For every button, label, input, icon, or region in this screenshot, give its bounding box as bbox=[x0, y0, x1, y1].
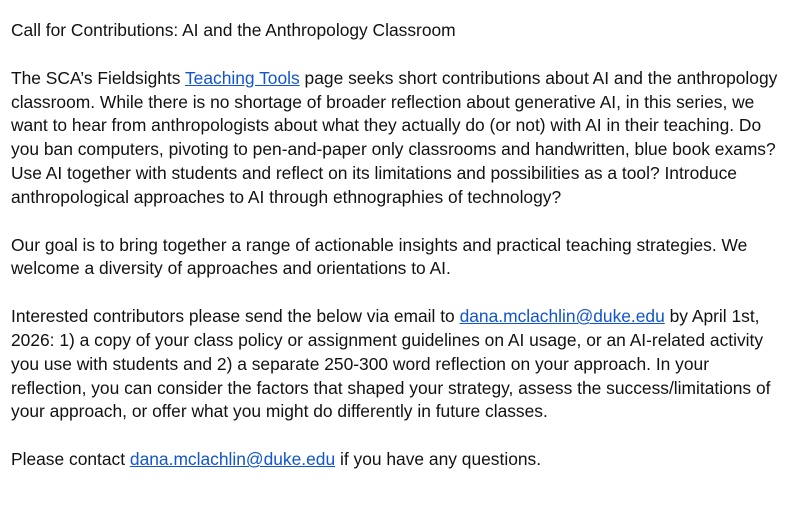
contact-text-before-link: Please contact bbox=[11, 449, 130, 470]
contact-text-after-link: if you have any questions. bbox=[335, 449, 542, 470]
submission-email-link[interactable]: dana.mclachlin@duke.edu bbox=[459, 306, 665, 327]
goal-paragraph: Our goal is to bring together a range of actionable insights and practical teaching strategies. We welcome a diversity of approaches and orientations to AI. bbox=[11, 234, 748, 279]
intro-paragraph bbox=[11, 67, 786, 210]
teaching-tools-link[interactable]: Teaching Tools bbox=[184, 67, 300, 88]
intro-text-before-link: The SCA’s Fieldsights bbox=[11, 67, 185, 88]
contact-paragraph bbox=[11, 448, 786, 472]
document-body bbox=[11, 19, 786, 472]
contact-email-link[interactable]: dana.mclachlin@duke.edu bbox=[129, 449, 336, 470]
submission-paragraph bbox=[11, 305, 786, 424]
document-title: Call for Contributions: AI and the Anthropology Classroom bbox=[11, 20, 456, 40]
submission-text-after-link: by April 1st, 2026: 1) a copy of your class policy or assignment guidelines on AI usage, or an AI-related activity you use with students and 2) a separate 250-300 word reflection on your approach. In your reflection, you can consider the factors that shaped your strategy, assess the success/limitations of your approach, or offer what you might do differently in future classes. bbox=[11, 306, 771, 422]
intro-text-after-link: page seeks short contributions about AI and the anthropology classroom. While there is no shortage of broader reflection about generative AI, in this series, we want to hear from anthropologists about what they actually do (or not) with AI in their teaching. Do you ban computers, pivoting to pen-and-paper only classrooms and handwritten, blue book exams? Use AI together with students and reflect on its limitations and possibilities as a tool? Introduce anthropological approaches to AI through ethnographies of technology? bbox=[11, 67, 778, 207]
submission-text-before-link: Interested contributors please send the below via email to bbox=[11, 306, 460, 327]
